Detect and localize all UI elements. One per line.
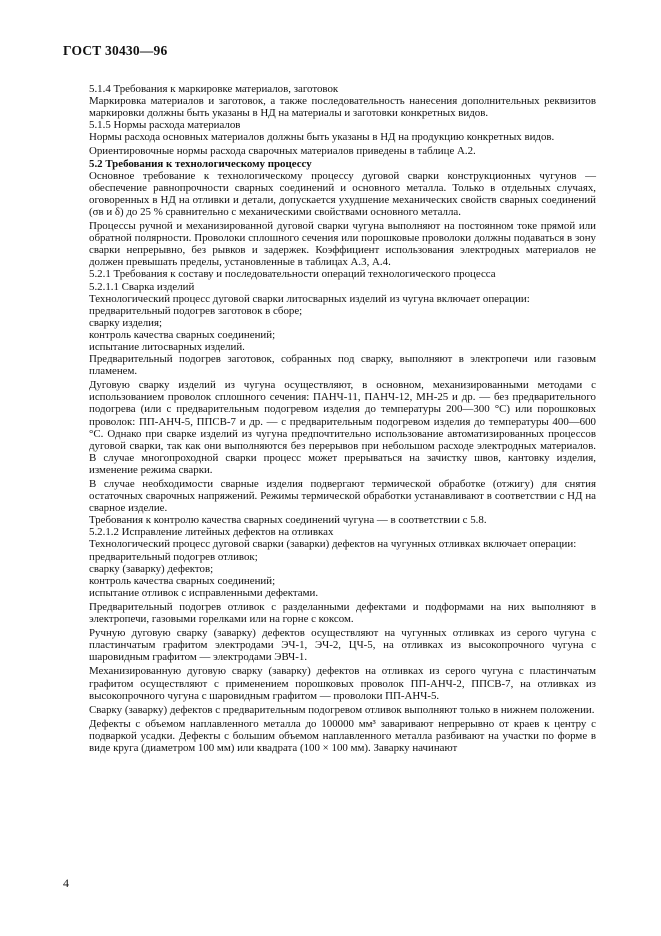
clause-heading-5-2-1: 5.2.1 Требования к составу и последовательности операций технологического процесса xyxy=(89,268,496,281)
paragraph: Технологический процесс дуговой сварки (заварки) дефектов на чугунных отливках включает операции: xyxy=(89,538,577,551)
paragraph: Нормы расхода основных материалов должны быть указаны в НД на продукцию конкретных видов. xyxy=(89,131,555,144)
list-item: испытание литосварных изделий. xyxy=(89,340,245,353)
paragraph: Маркировка материалов и заготовок, а также последовательность нанесения дополнительных реквизитов маркировки должны быть указаны в НД на материалы и заготовки конкретных видов. xyxy=(89,95,596,120)
paragraph: Технологический процесс дуговой сварки литосварных изделий из чугуна включает операции: xyxy=(89,292,530,305)
list-item: сварку (заварку) дефектов; xyxy=(89,562,214,575)
paragraph: Ориентировочные нормы расхода сварочных материалов приведены в таблице А.2. xyxy=(89,145,476,158)
paragraph: Основное требование к технологическому процессу дуговой сварки конструкционных чугунов — обеспечение равнопрочности сварных соединений и основного металла. Только в отдельных случаях, оговоренных в НД на отливки и детали, допускается ухудшение механических свойств сварных соединений (σв и δ) до 25 % сравнительно с механическими свойствами основного металла. xyxy=(89,169,596,218)
list-item: контроль качества сварных соединений; xyxy=(89,328,276,341)
clause-heading-5-1-5: 5.1.5 Нормы расхода материалов xyxy=(89,119,241,132)
clause-heading-5-2-1-1: 5.2.1.1 Сварка изделий xyxy=(89,280,195,293)
list-item: предварительный подогрев отливок; xyxy=(89,550,258,563)
paragraph: В случае необходимости сварные изделия подвергают термической обработке (отжигу) для снятия остаточных сварочных напряжений. Режимы термической обработки устанавливают в соответствии с НД на сварное изделие. xyxy=(89,478,596,515)
clause-heading-5-1-4: 5.1.4 Требования к маркировке материалов, заготовок xyxy=(89,83,339,95)
document-body xyxy=(89,83,596,754)
paragraph: Предварительный подогрев отливок с разделанными дефектами и подформами на них выполняют в электропечи, газовыми горелками или на горне с коксом. xyxy=(89,600,596,626)
list-item: предварительный подогрев заготовок в сборе; xyxy=(89,304,303,317)
paragraph: Ручную дуговую сварку (заварку) дефектов осуществляют на чугунных отливках из серого чугуна с пластинчатым графитом электродами ЭЧ-1, ЭЧ-2, ЦЧ-5, на отливках из высокопрочного чугуна с шаровидным графитом — электродами ЭВЧ-1. xyxy=(89,627,596,664)
document-header: ГОСТ 30430—96 xyxy=(63,43,168,58)
paragraph: Предварительный подогрев заготовок, собранных под сварку, выполняют в электропечи или газовым пламенем. xyxy=(89,353,596,378)
paragraph: Механизированную дуговую сварку (заварку) дефектов на отливках из серого чугуна с пластинчатым графитом осуществляют с применением порошковых проволок ПП-АНЧ-2, ППСВ-7, на отливках из высокопрочного чугуна с шаровидным графитом — проволоки ПП-АНЧ-5. xyxy=(89,665,596,702)
list-item: сварку изделия; xyxy=(89,316,163,329)
section-heading-5-2: 5.2 Требования к технологическому процессу xyxy=(89,157,312,170)
paragraph: Дефекты с объемом наплавленного металла до 100000 мм³ заваривают непрерывно от краев к центру с подваркой усадки. Дефекты с большим объемом наплавленного металла разбивают на участки по форме в виде круга (диаметром 100 мм) или квадрата (100 × 100 мм). Заварку начинают xyxy=(89,717,596,754)
list-item: контроль качества сварных соединений; xyxy=(89,574,276,587)
paragraph: Сварку (заварку) дефектов с предварительным подогревом отливок выполняют только в нижнем положении. xyxy=(89,703,595,716)
page-number: 4 xyxy=(63,876,69,890)
list-item: испытание отливок с исправленными дефектами. xyxy=(89,586,319,599)
clause-heading-5-2-1-2: 5.2.1.2 Исправление литейных дефектов на отливках xyxy=(89,526,334,539)
paragraph: Процессы ручной и механизированной дуговой сварки чугуна выполняют на постоянном токе прямой или обратной полярности. Проволоки сплошного сечения или порошковые проволоки должны подаваться в зону сварки непрерывно, без рывков и задержек. Коэффициент использования электродных материалов не должен превышать пределы, установленные в таблицах А.3, А.4. xyxy=(89,220,596,269)
paragraph: Дуговую сварку изделий из чугуна осуществляют, в основном, механизированными методами с использованием проволок сплошного сечения: ПАНЧ-11, ПАНЧ-12, МН-25 и др. — без предварительного подогрева (или с предварительным подогревом изделия до температуры 200—300 °С) или порошковых проволок: ПП-АНЧ-5, ППСВ-7 и др. — с предварительным подогревом изделия до температуры 400—600 °С. Однако при сварке изделий из чугуна предпочтительно использование автоматизированных процессов дуговой сварки, так как они выполняются без перерывов при небольшом расходе электродных материалов. В случае многопроходной сварки процесс может прерываться на зачистку швов, кантовку изделия, изменение режима сварки. xyxy=(89,379,596,476)
paragraph: Требования к контролю качества сварных соединений чугуна — в соответствии с 5.8. xyxy=(89,514,487,527)
